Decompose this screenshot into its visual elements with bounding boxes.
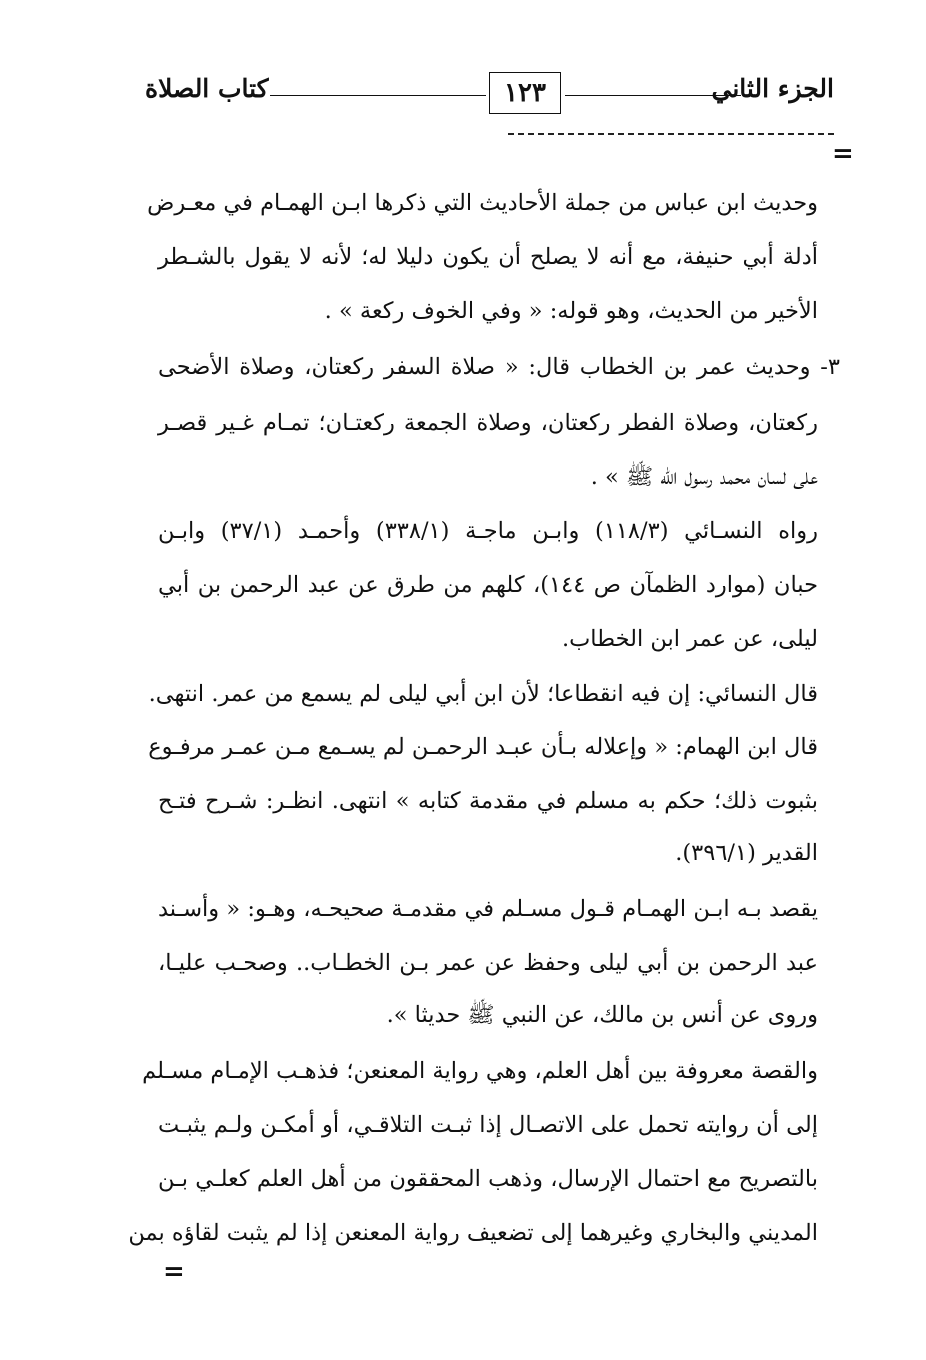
text-line: والقصة معروفة بين أهل العلم، وهي رواية المعنعن؛ فذهـب الإمـام مسـلم	[142, 1058, 818, 1084]
header-rule-left	[270, 95, 486, 96]
text-line: حبان (موارد الظمآن ص ١٤٤)، كلهم من طرق عن عبد الرحمن بن أبي	[158, 572, 818, 598]
text-line: على لسان محمد رسول الله ﷺ » .	[590, 464, 818, 490]
text-line: القدير (٣٩٦/١).	[675, 840, 818, 866]
footnote-separator	[508, 133, 834, 135]
text-line: ليلى، عن عمر ابن الخطاب.	[561, 626, 818, 652]
continuation-mark-bottom: =	[163, 1257, 185, 1287]
running-header-book: كتاب الصلاة	[145, 74, 269, 103]
text-line: عبد الرحمن بن أبي ليلى وحفظ عن عمر بـن الخطـاب.. وصحـب عليـا،	[158, 950, 818, 976]
text-line: بالتصريح مع احتمال الإرسال، وذهب المحققون من أهل العلم كعلـي بـن	[158, 1166, 818, 1192]
text-line: أدلة أبي حنيفة، مع أنه لا يصلح أن يكون دليلا له؛ لأنه لا يقول بالشـطر	[158, 244, 818, 270]
text-line: الأخير من الحديث، وهو قوله: « وفي الخوف ركعة » .	[324, 298, 818, 324]
text-line: رواه النسـائي (١١٨/٣) وابـن ماجـة (٣٣٨/١) وأحمـد (٣٧/١) وابـن	[158, 518, 818, 544]
text-line: ركعتان، وصلاة الفطر ركعتان، وصلاة الجمعة ركعتـان؛ تمـام غـير قصـر	[158, 410, 818, 436]
running-header-part: الجزء الثاني	[711, 74, 834, 103]
text-line: قال ابن الهمام: « وإعلاله بـأن عبـد الرحمـن لم يسـمع مـن عمـر مرفـوع	[148, 734, 818, 760]
text-line: وحديث ابن عباس من جملة الأحاديث التي ذكرها ابـن الهمـام في معـرض	[147, 190, 818, 216]
text-line: بثبوت ذلك؛ حكم به مسلم في مقدمة كتابه » انتهى. انظـر: شـرح فتـح	[158, 788, 818, 814]
page-number: ١٢٣	[489, 72, 561, 114]
text-line: المديني والبخاري وغيرهما إلى تضعيف رواية المعنعن إذا لم يثبت لقاؤه بمن	[128, 1220, 818, 1246]
text-line: ٣- وحديث عمر بن الخطاب قال: « صلاة السفر ركعتان، وصلاة الأضحى	[158, 354, 840, 380]
continuation-mark-top: =	[832, 139, 854, 169]
header-rule-right	[565, 95, 741, 96]
text-line: قال النسائي: إن فيه انقطاعا؛ لأن ابن أبي ليلى لم يسمع من عمر. انتهى.	[148, 681, 818, 707]
text-line: وروى عن أنس بن مالك، عن النبي ﷺ حديثا ».	[386, 1002, 818, 1028]
text-line: يقصد بـه ابـن الهمـام قـول مسـلم في مقدمـة صحيحـه، وهـو: « وأسـند	[158, 896, 818, 922]
text-line: إلى أن روايته تحمل على الاتصـال إذا ثبـت التلاقـي، أو أمكـن ولـم يثبـت	[158, 1112, 818, 1138]
